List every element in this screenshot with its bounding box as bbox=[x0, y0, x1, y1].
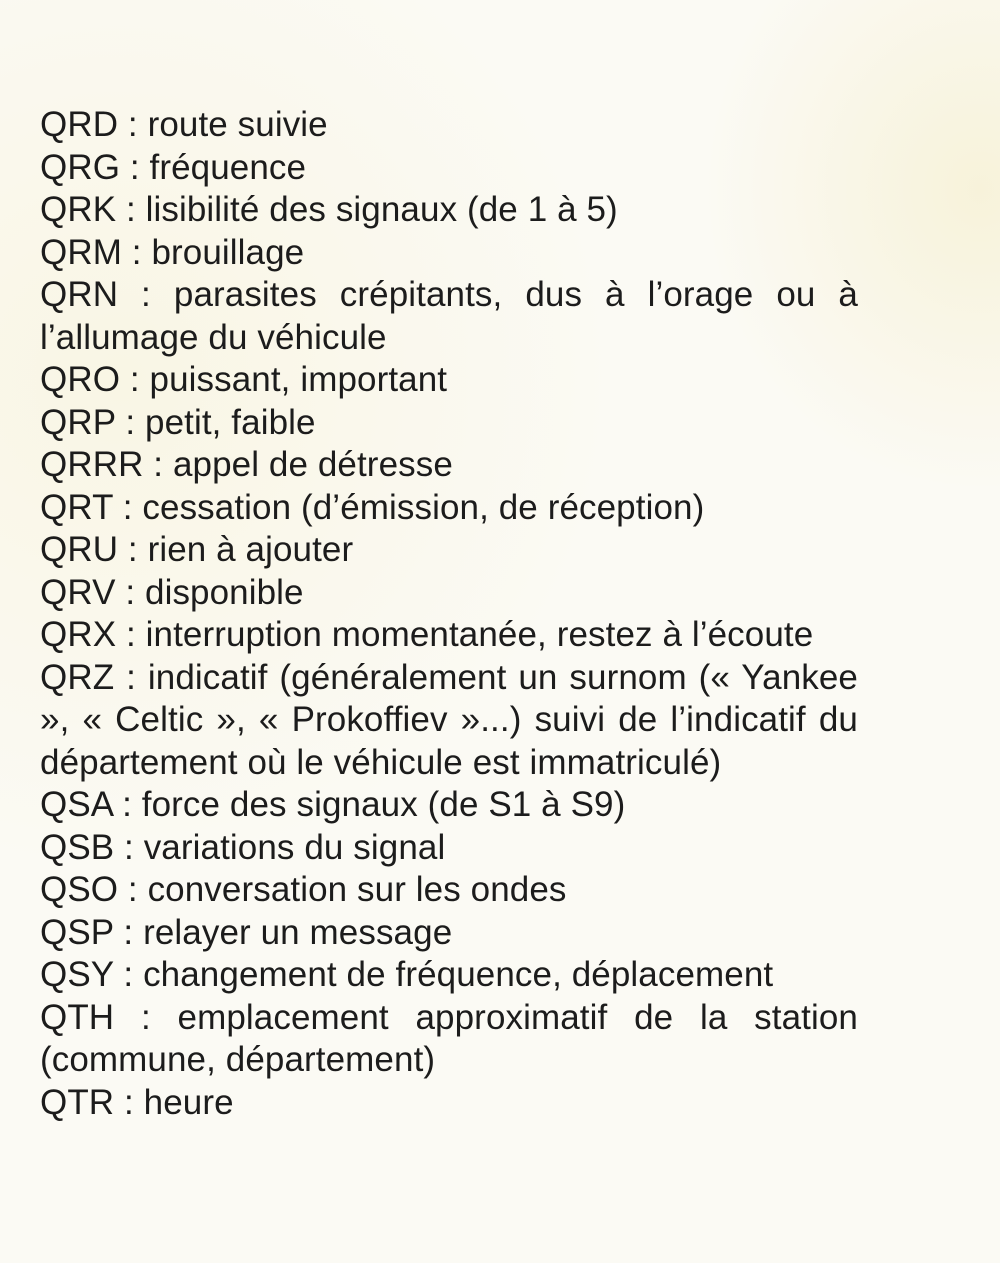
entry-code: QSO bbox=[40, 870, 119, 909]
glossary-entry-qrp: QRP : petit, faible bbox=[40, 402, 316, 442]
entry-definition: indicatif (généralement un surnom (« Yankee », « Celtic », « Prokoffiev »...) suivi de l’indicatif du département où le véhicule est immatriculé) bbox=[40, 657, 859, 782]
entry-code: QSP bbox=[40, 912, 114, 952]
entry-definition: route suivie bbox=[147, 105, 328, 144]
glossary-entry-qrz: QRZ : indicatif (généralement un surnom (« Yankee », « Celtic », « Prokoffiev »...) suivi de l’indicatif du département où le véhicule est immatriculé) bbox=[40, 657, 859, 782]
glossary-entry-qrd: QRD : route suivie bbox=[40, 105, 328, 144]
entry-code: QRO bbox=[40, 360, 121, 399]
glossary-entry-qth: QTH : emplacement approximatif de la station (commune, département) bbox=[40, 997, 858, 1079]
entry-definition: lisibilité des signaux (de 1 à 5) bbox=[145, 190, 618, 229]
entry-definition: emplacement approximatif de la station (commune, département) bbox=[40, 997, 858, 1079]
glossary-entry-qtr: QTR : heure bbox=[40, 1082, 234, 1122]
entry-code: QSB bbox=[40, 827, 115, 867]
entry-code: QRN bbox=[40, 275, 119, 314]
entry-definition: brouillage bbox=[151, 232, 305, 272]
glossary-entry-qsy: QSY : changement de fréquence, déplacement bbox=[40, 955, 774, 994]
glossary-entry-qrt: QRT : cessation (d’émission, de réception) bbox=[40, 487, 705, 527]
glossary-entry-qso: QSO : conversation sur les ondes bbox=[40, 870, 567, 909]
glossary-entry-qrx: QRX : interruption momentanée, restez à l’écoute bbox=[40, 615, 814, 654]
entry-code: QRK bbox=[40, 190, 117, 229]
entry-code: QTR bbox=[40, 1082, 115, 1122]
entry-definition: puissant, important bbox=[149, 360, 448, 399]
entry-code: QRRR bbox=[40, 445, 144, 484]
entry-definition: heure bbox=[143, 1082, 234, 1122]
glossary-entry-qrrr: QRRR : appel de détresse bbox=[40, 445, 453, 484]
entry-definition: conversation sur les ondes bbox=[147, 870, 567, 909]
glossary-entry-qrg: QRG : fréquence bbox=[40, 147, 307, 187]
glossary-entry-qsa: QSA : force des signaux (de S1 à S9) bbox=[40, 785, 626, 824]
glossary-entry-qro: QRO : puissant, important bbox=[40, 360, 448, 399]
entry-code: QTH bbox=[40, 997, 115, 1037]
entry-definition: disponible bbox=[145, 572, 304, 612]
glossary-entry-qru: QRU : rien à ajouter bbox=[40, 530, 354, 569]
entry-code: QRT bbox=[40, 487, 113, 527]
entry-code: QRM bbox=[40, 232, 122, 272]
entry-code: QRU bbox=[40, 530, 119, 569]
glossary-entry-qrm: QRM : brouillage bbox=[40, 232, 305, 272]
entry-definition: force des signaux (de S1 à S9) bbox=[141, 785, 626, 824]
entry-code: QRV bbox=[40, 572, 116, 612]
entry-definition: appel de détresse bbox=[172, 445, 453, 484]
entry-code: QRX bbox=[40, 615, 117, 654]
entry-code: QSA bbox=[40, 785, 113, 824]
entry-definition: petit, faible bbox=[145, 402, 316, 442]
entry-definition: fréquence bbox=[149, 147, 307, 187]
entry-definition: cessation (d’émission, de réception) bbox=[142, 487, 705, 527]
entry-definition: variations du signal bbox=[143, 827, 446, 867]
glossary-entry-qsb: QSB : variations du signal bbox=[40, 827, 446, 867]
entry-definition: changement de fréquence, déplacement bbox=[143, 955, 774, 994]
glossary-entry-qrv: QRV : disponible bbox=[40, 572, 304, 612]
entry-definition: rien à ajouter bbox=[147, 530, 354, 569]
entry-code: QRZ bbox=[40, 657, 115, 697]
entry-code: QRG bbox=[40, 147, 121, 187]
entry-definition: parasites crépitants, dus à l’orage ou à l’allumage du véhicule bbox=[40, 275, 858, 357]
glossary-entry-qrk: QRK : lisibilité des signaux (de 1 à 5) bbox=[40, 190, 618, 229]
glossary-entry-qsp: QSP : relayer un message bbox=[40, 912, 453, 952]
entry-code: QSY bbox=[40, 955, 114, 994]
entry-definition: interruption momentanée, restez à l’écoute bbox=[145, 615, 814, 654]
entry-code: QRP bbox=[40, 402, 116, 442]
entry-definition: relayer un message bbox=[143, 912, 453, 952]
entry-code: QRD bbox=[40, 105, 119, 144]
glossary-entry-qrn: QRN : parasites crépitants, dus à l’orage ou à l’allumage du véhicule bbox=[40, 275, 858, 357]
q-code-glossary bbox=[40, 104, 858, 1124]
